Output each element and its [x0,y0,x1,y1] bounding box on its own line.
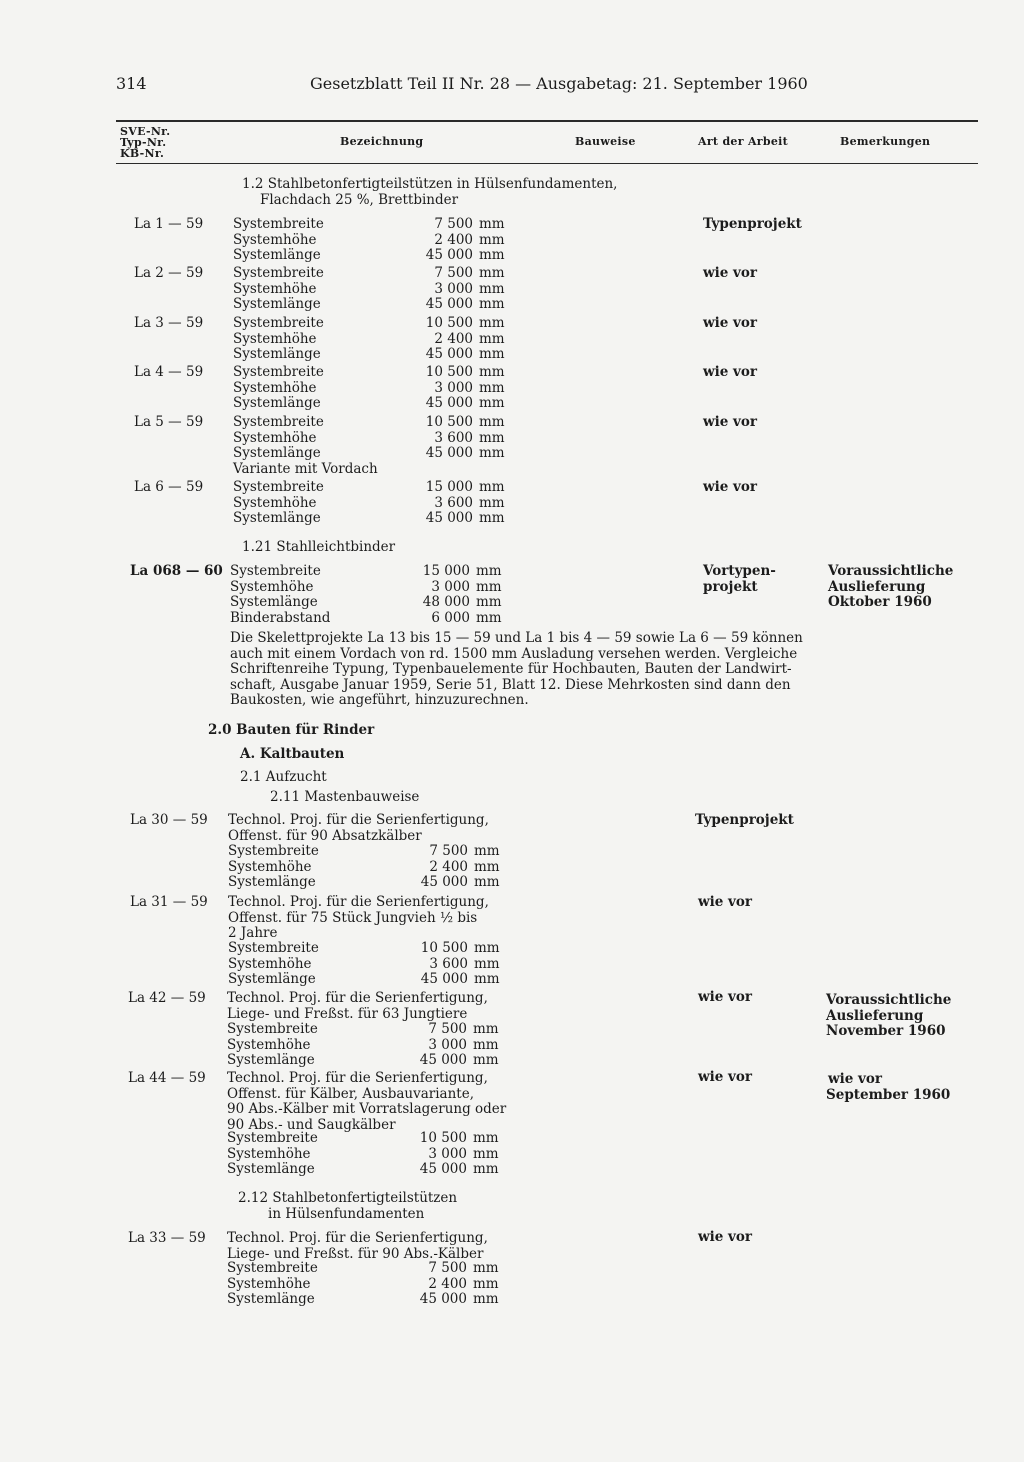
entry-art: wie vor [698,1229,752,1245]
entry-description: Technol. Proj. für die Serienfertigung, Liege- und Freßst. für 90 Abs.-Kälber [227,1230,488,1262]
section-heading-1-21: 1.21 Stahlleichtbinder [242,539,396,555]
spec-block: Systembreite 15 000 mm Systemhöhe 3 600 mm Systemlänge 45 000 mm [233,479,505,526]
entry-art: wie vor [703,364,757,380]
entry-code: La 30 — 59 [130,812,208,828]
table-top-rule [116,120,978,122]
section-heading-1-2-sub: Flachdach 25 %, Brettbinder [260,192,459,208]
entry-code: La 068 — 60 [130,563,223,579]
entry-art: wie vor [703,315,757,331]
col-header-number: SVE-Nr. Typ-Nr. KB-Nr. [120,125,171,160]
entry-art: Typenprojekt [703,216,802,232]
entry-remark: Voraussichtliche Auslieferung November 1960 [826,992,952,1039]
section-heading-2-12-sub: in Hülsenfundamenten [268,1206,425,1222]
spec-block: Systembreite 7 500 mm Systemhöhe 2 400 mm Systemlänge 45 000 mm [228,843,500,890]
table-header-rule [116,163,978,164]
spec-block: Systembreite 10 500 mm Systemhöhe 3 600 mm Systemlänge 45 000 mm [228,940,500,987]
entry-description: Technol. Proj. für die Serienfertigung, Offenst. für 75 Stück Jungvieh ½ bis 2 Jahre [228,894,489,941]
entry-description: Technol. Proj. für die Serienfertigung, Liege- und Freßst. für 63 Jungtiere [227,990,488,1022]
entry-art: Typenprojekt [695,812,794,828]
spec-block: Systembreite 10 500 mm Systemhöhe 3 000 mm Systemlänge 45 000 mm [233,364,505,411]
section-heading-2-1: 2.1 Aufzucht [240,769,327,785]
spec-block: Systembreite 7 500 mm Systemhöhe 2 400 mm Systemlänge 45 000 mm [227,1260,499,1307]
spec-block: Systembreite 10 500 mm Systemhöhe 3 600 mm Systemlänge 45 000 mm Variante mit Vordach [233,414,505,477]
entry-art: wie vor [698,894,752,910]
entry-code: La 2 — 59 [134,265,204,281]
section-heading-2-12: 2.12 Stahlbetonfertigteilstützen [238,1190,458,1206]
entry-code: La 4 — 59 [134,364,204,380]
section-heading-2-11: 2.11 Mastenbauweise [270,789,420,805]
entry-description: Technol. Proj. für die Serienfertigung, Offenst. für Kälber, Ausbauvariante, 90 Abs.-Kälber mit Vorratslagerung oder 90 Abs.- und Saugkälber [227,1070,507,1133]
entry-code: La 1 — 59 [134,216,204,232]
spec-block: Systembreite 15 000 mm Systemhöhe 3 000 mm Systemlänge 48 000 mm Binderabstand 6 000 mm [230,563,502,626]
spec-block: Systembreite 7 500 mm Systemhöhe 2 400 mm Systemlänge 45 000 mm [233,216,505,263]
entry-art: wie vor [703,479,757,495]
spec-block: Systembreite 10 500 mm Systemhöhe 3 000 mm Systemlänge 45 000 mm [227,1130,499,1177]
col-header-bezeichnung: Bezeichnung [340,135,424,148]
section-heading-a: A. Kaltbauten [240,746,345,762]
note-paragraph: Die Skelettprojekte La 13 bis 15 — 59 und La 1 bis 4 — 59 sowie La 6 — 59 können auch mit einem Vordach von rd. 1500 mm Ausladung versehen werden. Vergleiche Schriftenreihe Typung, Typenbauelemente für Hochbauten, Bauten der Landwirt- schaft, Ausgabe Januar 1959, Serie 51, Blatt 12. Diese Mehrkosten sind dann den Baukosten, wie angeführt, hinzuzurechnen. [230,630,803,708]
spec-block: Systembreite 10 500 mm Systemhöhe 2 400 mm Systemlänge 45 000 mm [233,315,505,362]
entry-code: La 42 — 59 [128,990,206,1006]
entry-art: wie vor [703,414,757,430]
entry-art: wie vor [703,265,757,281]
entry-code: La 31 — 59 [130,894,208,910]
spec-block: Systembreite 7 500 mm Systemhöhe 3 000 mm Systemlänge 45 000 mm [227,1021,499,1068]
col-header-bauweise: Bauweise [575,135,636,148]
entry-code: La 44 — 59 [128,1070,206,1086]
col-header-bemerkungen: Bemerkungen [840,135,931,148]
section-heading-2-0: 2.0 Bauten für Rinder [208,722,375,738]
entry-remark: Voraussichtliche Auslieferung Oktober 1960 [828,563,954,610]
entry-code: La 33 — 59 [128,1230,206,1246]
entry-description: Technol. Proj. für die Serienfertigung, Offenst. für 90 Absatzkälber [228,812,489,844]
spec-block: Systembreite 7 500 mm Systemhöhe 3 000 mm Systemlänge 45 000 mm [233,265,505,312]
entry-code: La 6 — 59 [134,479,204,495]
entry-art: Vortypen- projekt [703,563,776,595]
entry-remark: wie vor September 1960 [826,1071,951,1103]
page-title: Gesetzblatt Teil II Nr. 28 — Ausgabetag: 21. September 1960 [310,74,808,93]
page-number: 314 [116,74,147,93]
section-heading-1-2: 1.2 Stahlbetonfertigteilstützen in Hülsenfundamenten, [242,176,618,192]
col-header-art: Art der Arbeit [698,135,789,148]
entry-code: La 3 — 59 [134,315,204,331]
entry-art: wie vor [698,989,752,1005]
entry-art: wie vor [698,1069,752,1085]
entry-code: La 5 — 59 [134,414,204,430]
